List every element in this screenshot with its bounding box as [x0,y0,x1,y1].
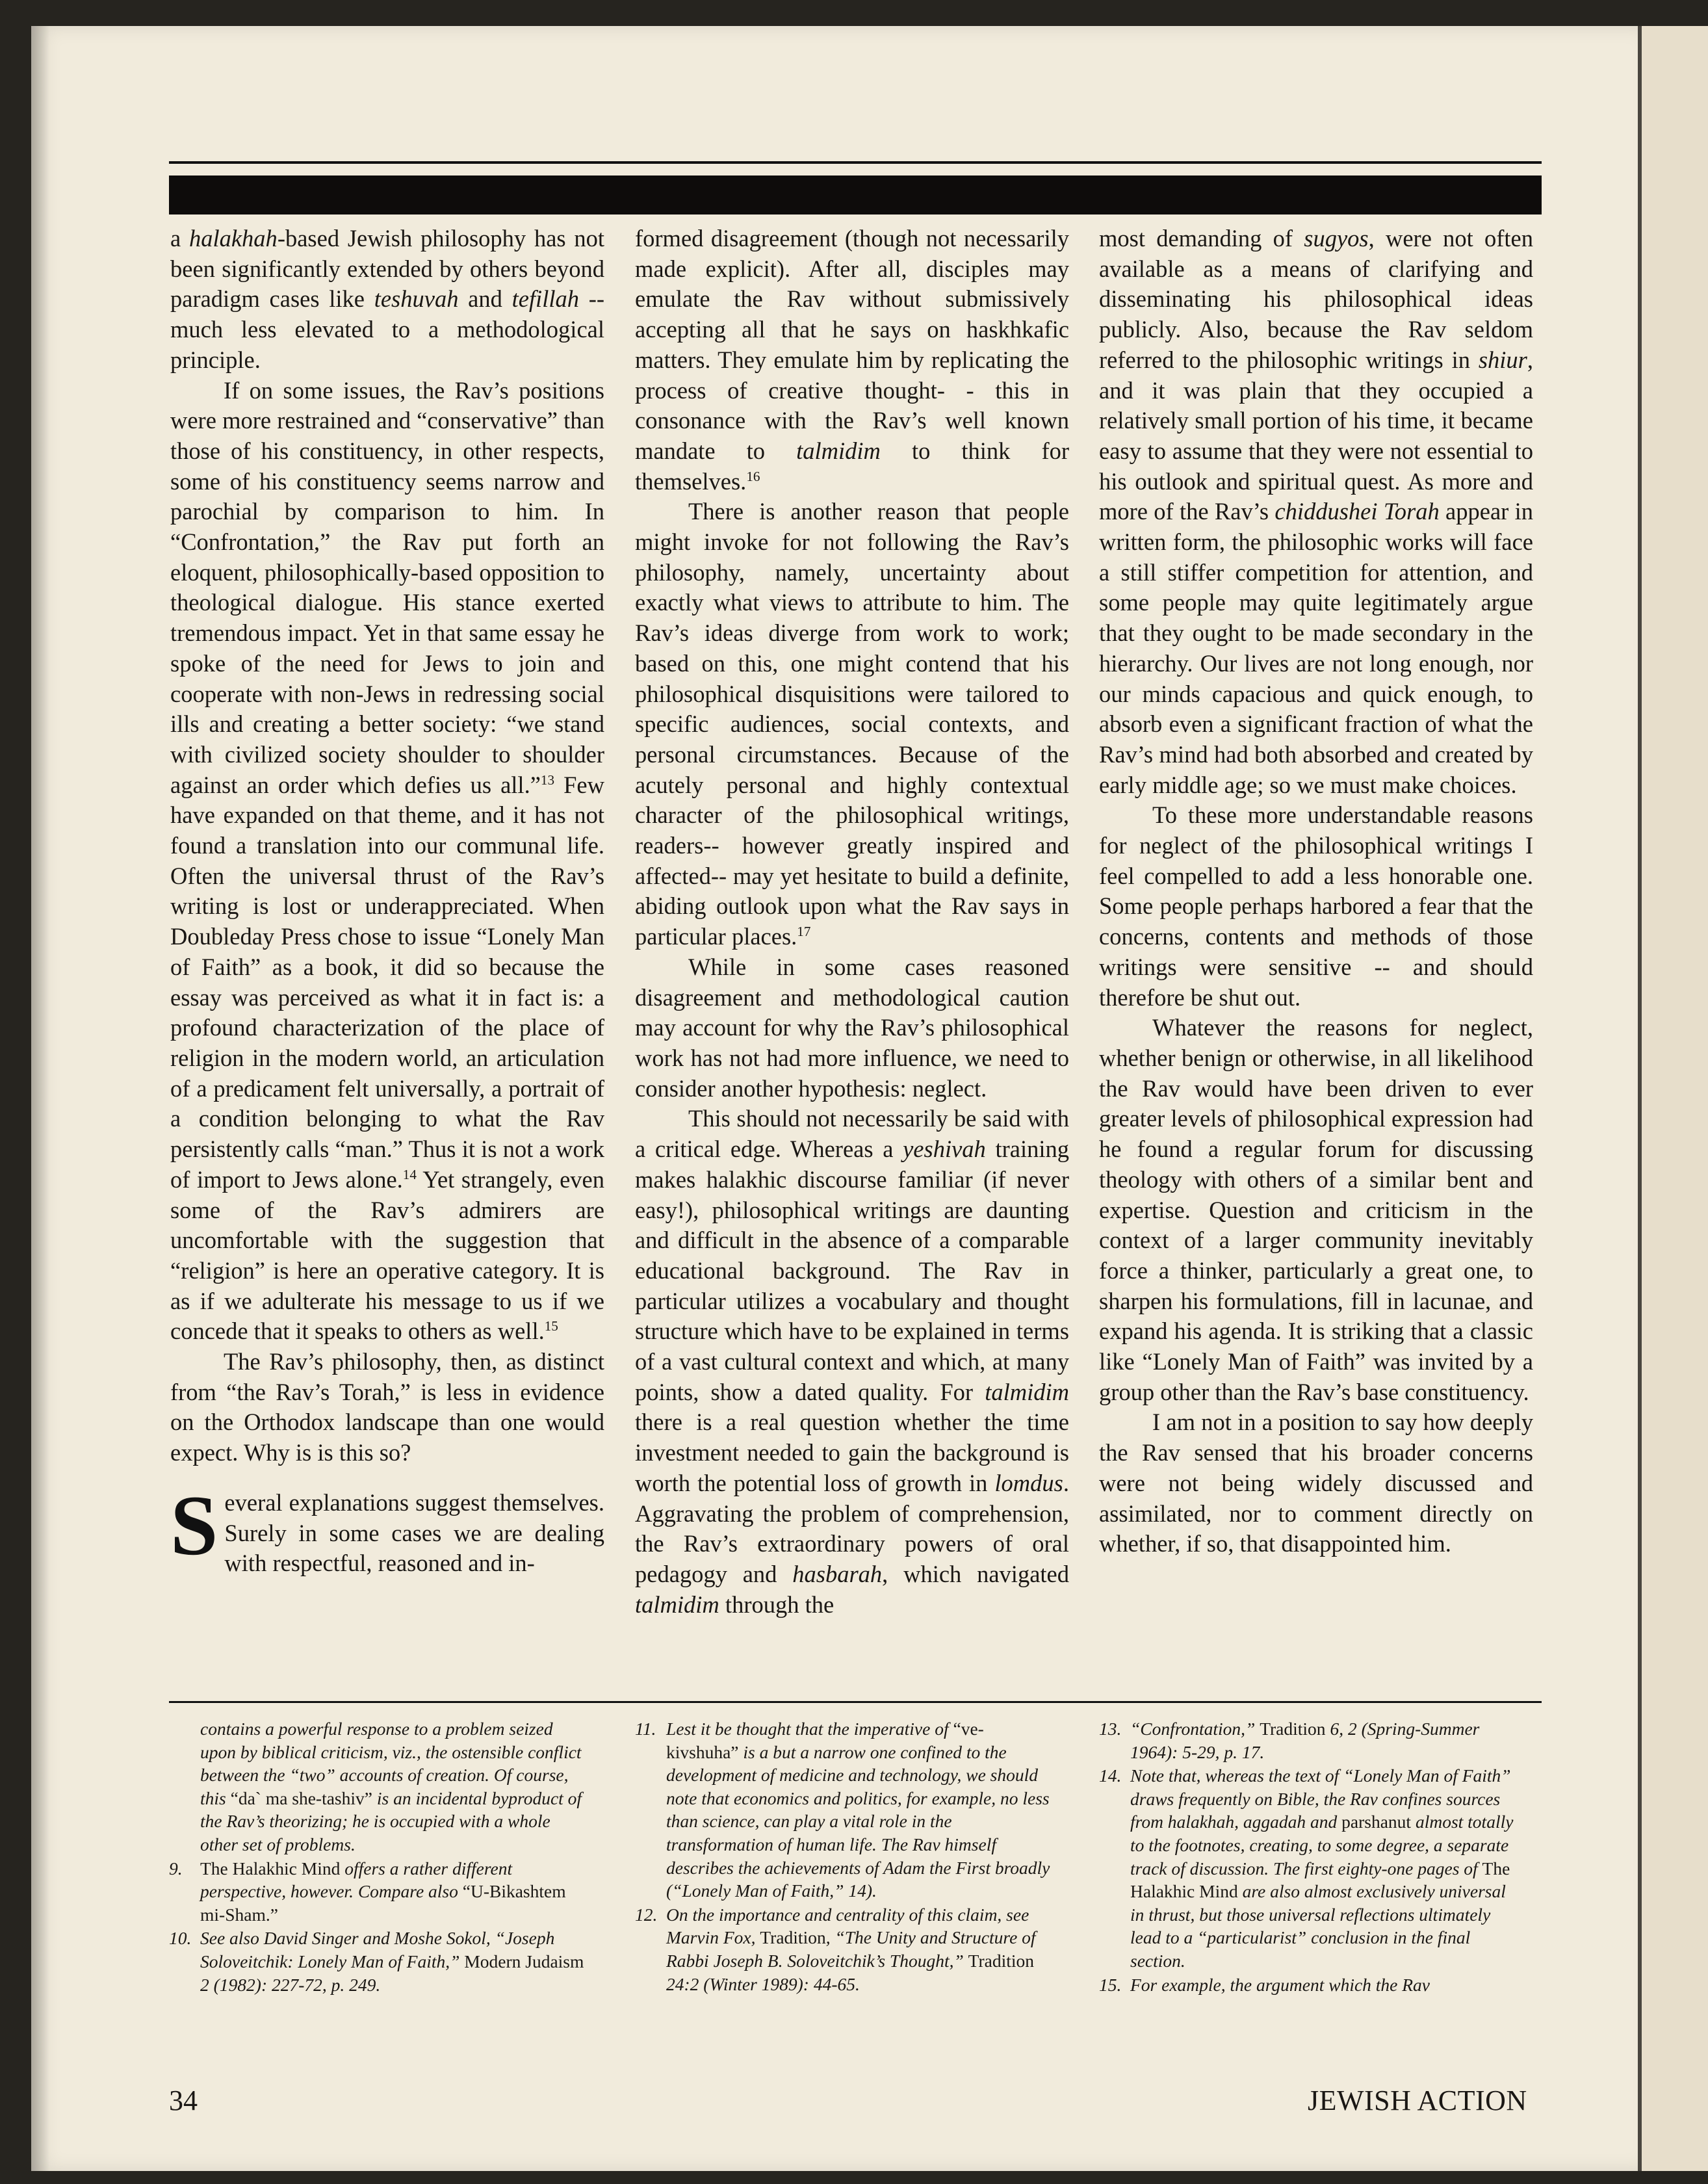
article-column-2 [635,224,1069,1620]
footnote-text: “Confrontation,” Tradition 6, 2 (Spring-Summer 1964): 5-29, p. 17. [1130,1719,1480,1762]
spine-shadow [31,26,49,2171]
footnote-number: 12. [635,1904,658,1925]
drop-cap: S [170,1477,218,1573]
footnote-number: 13. [1099,1719,1122,1739]
paragraph-text: everal explanations suggest themselves. Surely in some cases we are dealing with respectful, reasoned and in- [224,1488,604,1577]
footnote [169,1927,585,1996]
footnote-number: 15. [1099,1974,1122,1995]
footnote-text: contains a powerful response to a problem seized upon by biblical criticism, viz., the ostensible conflict between the “two” accounts of creation. Of course, this “da` ma she-tashiv” is an incidental byproduct of the Rav’s theorizing; he is occupied with a whole other set of problems. [200,1719,582,1854]
facing-page-edge [1638,26,1708,2171]
footnotes-column-3 [1099,1717,1515,1997]
footnotes-column-2 [635,1717,1051,1996]
footnote [635,1903,1051,1996]
paragraph: While in some cases reasoned disagreement and methodological caution may account for why the Rav’s philosophical work has not had more influence, we need to consider another hypothesis: neglect. [635,953,1069,1102]
paragraph: The Rav’s philosophy, then, as distinct from “the Rav’s Torah,” is less in evidence on the Orthodox landscape than one would expect. Why is is this so? [170,1348,604,1466]
paragraph: I am not in a position to say how deeply the Rav sensed that his broader concerns were not being widely discussed and assimilated, nor to comment directly on whether, if so, that disappointed him. [1099,1409,1533,1557]
header-rule [169,161,1542,164]
paragraph: This should not necessarily be said with a critical edge. Whereas a yeshivah training makes halakhic discourse familiar (if never easy!), philosophical writings are daunting and difficult in the absence of a comparable educational background. The Rav in particular utilizes a vocabulary and thought structure which have to be explained in terms of a vast cultural context and which, at many points, show a dated quality. For talmidim there is a real question whether the time investment needed to gain the background is worth the potential loss of growth in lomdus. Aggravating the problem of comprehension, the Rav’s extraordinary powers of oral pedagogy and hasbarah, which navigated talmidim through the [635,1105,1070,1618]
footnote [1099,1764,1515,1972]
footnotes-column-1 [169,1717,585,1997]
footnote [1099,1973,1515,1997]
footnote [169,1717,585,1856]
footnote-text: For example, the argument which the Rav [1130,1974,1430,1995]
footnotes-rule [169,1701,1542,1703]
footnote-text: The Halakhic Mind offers a rather different perspective, however. Compare also “U-Bikashtem mi-Sham.” [200,1858,566,1925]
paragraph [170,1477,604,1579]
page-number: 34 [169,2085,198,2116]
paragraph: most demanding of sugyos, were not often available as a means of clarifying and disseminating his philosophical ideas publicly. Also, because the Rav seldom referred to the philosophic writings in shiur, and it was plain that they occupied a relatively small portion of his time, it became easy to assume that they were not essential to his outlook and spiritual quest. As more and more of the Rav’s chiddushei Torah appear in written form, the philosophic works will face a still stiffer competition for attention, and some people may quite legitimately argue that they ought to be made secondary in the hierarchy. Our lives are not long enough, nor our minds capacious and quick enough, to absorb even a significant fraction of what the Rav’s mind had both absorbed and created by early middle age; so we must make choices. [1099,225,1533,798]
footnote [169,1857,585,1927]
paragraph: Whatever the reasons for neglect, whether benign or otherwise, in all likelihood the Rav would have been driven to ever greater levels of philosophical expression had he found a regular forum for discussing theology with others of a similar bent and expertise. Question and criticism in the context of a larger community inevitably force a thinker, particularly a great one, to sharpen his formulations, fill in lacunae, and expand his agenda. It is striking that a classic like “Lonely Man of Faith” was invited by a group other than the Rav’s base constituency. [1099,1014,1533,1405]
footnote-number: 14. [1099,1765,1122,1786]
footnote-number: 9. [169,1858,183,1878]
paragraph: To these more understandable reasons for neglect of the philosophical writings I feel compelled to add a less honorable one. Some people perhaps harbored a fear that the concerns, contents and methods of those writings were sensitive -- and should therefore be shut out. [1099,801,1533,1011]
footnote [1099,1717,1515,1763]
paragraph: formed disagreement (though not necessarily made explicit). After all, disciples may emulate the Rav without submissively accepting all that he says on haskhkafic matters. They emulate him by replicating the process of creative thought- - this in consonance with the Rav’s well known mandate to talmidim to think for themselves.$^{16}$ [635,225,1070,495]
footnote-number: 11. [635,1719,656,1739]
footnote-text: Lest it be thought that the imperative of “ve-kivshuha” is a but a narrow one confined to the development of medicine and technology, we should note that economics and politics, for example, no less than science, can play a vital role in the transformation of human life. The Rav himself describes the achievements of Adam the First broadly (“Lonely Man of Faith,” 14). [666,1719,1050,1901]
publication-name: JEWISH ACTION [1308,2085,1527,2116]
article-column-1 [170,224,604,1579]
footnote-text: On the importance and centrality of this claim, see Marvin Fox, Tradition, “The Unity and Structure of Rabbi Joseph B. Soloveitchik’s Thought,” Tradition 24:2 (Winter 1989): 44-65. [666,1904,1036,1994]
footnote-text: See also David Singer and Moshe Sokol, “Joseph Soloveitchik: Lonely Man of Faith,” Modern Judaism 2 (1982): 227-72, p. 249. [200,1928,584,1995]
article-column-3 [1099,224,1533,1559]
footnote [635,1717,1051,1903]
paragraph: a halakhah-based Jewish philosophy has not been significantly extended by others beyond paradigm cases like teshuvah and tefillah -- much less elevated to a methodological principle. [170,225,605,373]
header-black-bar [169,176,1542,214]
paragraph: There is another reason that people might invoke for not following the Rav’s philosophy, namely, uncertainty about exactly what views to attribute to him. The Rav’s ideas diverge from work to work; based on this, one might contend that his philosophical disquisitions were tailored to specific audiences, social contexts, and personal circumstances. Because of the acutely personal and highly contextual character of the philosophical writings, readers-- however greatly inspired and affected-- may yet hesitate to build a definite, abiding outlook upon what the Rav says in particular places.$^{17}$ [635,498,1069,950]
footnote-number: 10. [169,1928,192,1949]
footnote-text: Note that, whereas the text of “Lonely Man of Faith” draws frequently on Bible, the Rav confines sources from halakhah, aggadah and parshanut almost totally to the footnotes, creating, to some degree, a separate track of discussion. The first eighty-one pages of The Halakhic Mind are also almost exclusively universal in thrust, but those universal reflections ultimately lead to a “particularist” conclusion in the final section. [1130,1765,1514,1971]
paragraph: If on some issues, the Rav’s positions were more restrained and “conservative” than those of his constituency, in other respects, some of his constituency seems narrow and parochial by comparison to him. In “Confrontation,” the Rav put forth an eloquent, philosophically-based opposition to theological dialogue. His stance exerted tremendous impact. Yet in that same essay he spoke of the need for Jews to join and cooperate with non-Jews in redressing social ills and creating a better society: “we stand with civilized society shoulder to shoulder against an order which defies us all.”$^{13}$ Few have expanded on that theme, and it has not found a translation into our communal life. Often the universal thrust of the Rav’s writing is lost or underappreciated. When Doubleday Press chose to issue “Lonely Man of Faith” as a book, it did so because the essay was perceived as what it in fact is: a profound characterization of the place of religion in the modern world, an articulation of a predicament felt universally, a portrait of a condition belonging to what the Rav persistently calls “man.” Thus it is not a work of import to Jews alone.$^{14}$ Yet strangely, even some of the Rav’s admirers are uncomfortable with the suggestion that “religion” is here an operative category. It is as if we adulterate his message to us if we concede that it speaks to others as well.$^{15}$ [170,376,604,1345]
